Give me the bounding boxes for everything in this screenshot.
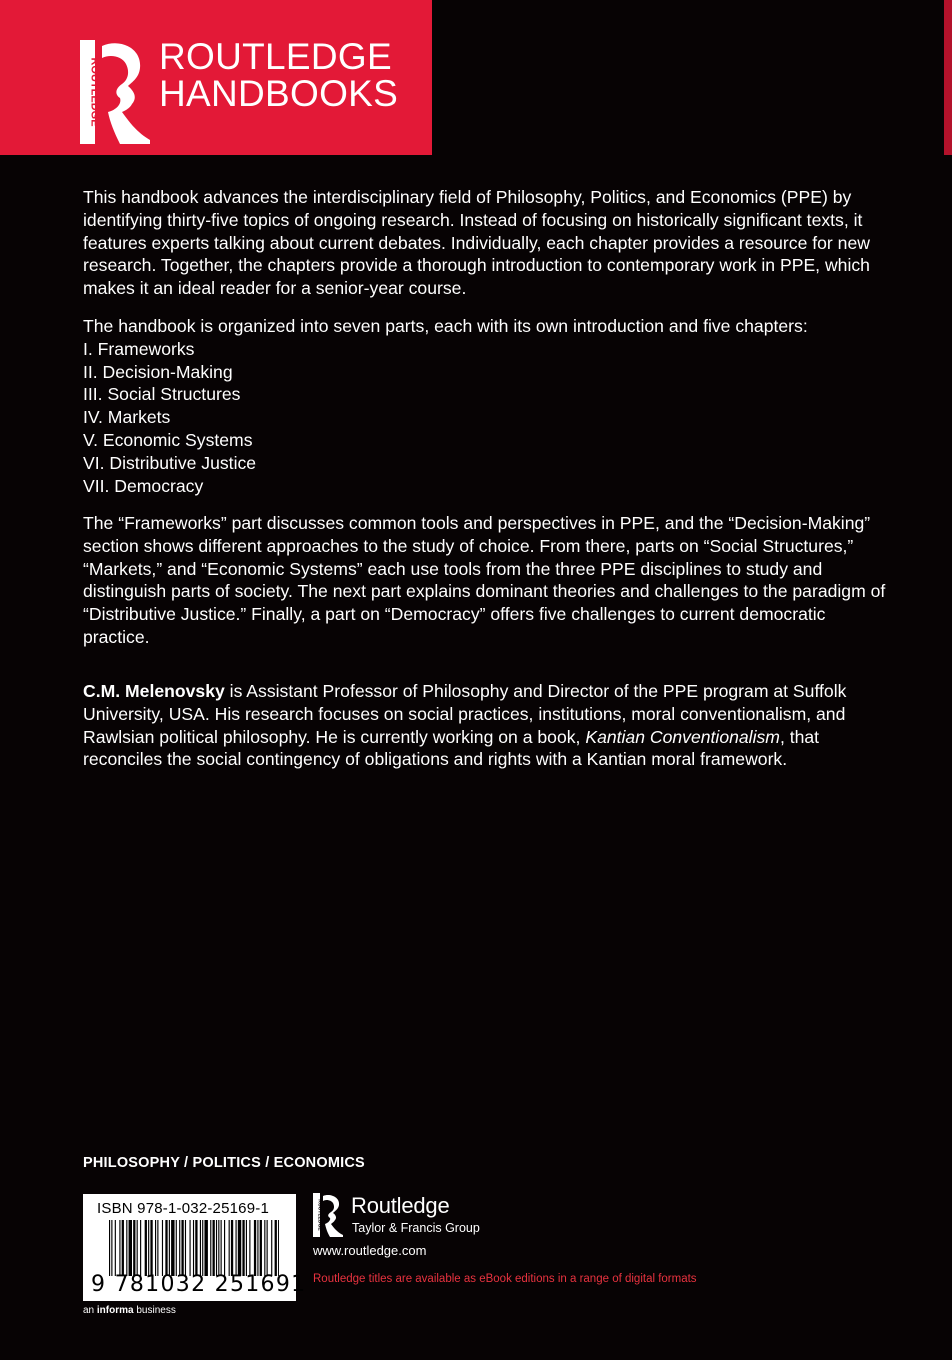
publisher-group: Taylor & Francis Group: [352, 1221, 480, 1235]
series-title: [159, 38, 398, 112]
logo-wordmark: ROUTLEDGE: [88, 57, 101, 127]
barcode-bar: [246, 1220, 247, 1276]
barcode-bar: [254, 1220, 256, 1276]
part-item: VI. Distributive Justice: [83, 452, 257, 473]
routledge-publisher-logo-icon: [313, 1193, 343, 1237]
subject-category: PHILOSOPHY / POLITICS / ECONOMICS: [83, 1155, 365, 1171]
informa-brand: informa: [96, 1305, 134, 1316]
part-item: II. Decision-Making: [83, 361, 233, 382]
part-item: III. Social Structures: [83, 384, 241, 405]
parts-intro: The handbook is organized into seven parts, each with its own introduction and five chapters:: [83, 316, 808, 336]
barcode-bar: [119, 1220, 120, 1276]
barcode-bar: [271, 1220, 272, 1276]
barcode-bar: [200, 1220, 201, 1276]
barcode-bar: [115, 1220, 116, 1276]
barcode-bar: [195, 1220, 197, 1276]
barcode-bar: [145, 1220, 147, 1276]
barcode-bar: [221, 1220, 222, 1276]
barcode-bar: [140, 1220, 141, 1276]
brand-banner: [0, 0, 432, 155]
barcode-bar: [162, 1220, 163, 1276]
barcode-bar: [242, 1220, 244, 1276]
part-item: V. Economic Systems: [83, 429, 253, 450]
publisher-name: Routledge: [351, 1193, 450, 1218]
barcode-bar: [249, 1220, 250, 1276]
part-item: VII. Democracy: [83, 475, 204, 496]
ebook-note: Routledge titles are available as eBook editions in a range of digital formats: [313, 1273, 697, 1285]
barcode-bar: [176, 1220, 177, 1276]
barcode-bar: [169, 1220, 170, 1276]
publisher-url[interactable]: www.routledge.com: [313, 1243, 427, 1258]
description-paragraph-1: This handbook advances the interdisciplinary field of Philosophy, Politics, and Economics (PPE) by identifying thirty-five topics of ongoing research. Instead of focusing on historically significant texts, it features experts talking about current debates. Individually, each chapter provides a resource for new research. Together, the chapters provide a thorough introduction to contemporary work in PPE, which makes it an ideal reader for a senior-year course.: [83, 187, 870, 299]
author-name: C.M. Melenovsky: [83, 681, 225, 701]
barcode-bar: [171, 1220, 174, 1276]
part-item: I. Frameworks: [83, 338, 195, 359]
barcode-bar: [236, 1220, 237, 1276]
parts-list: [83, 315, 888, 497]
barcode-bar: [122, 1220, 124, 1276]
part-item: IV. Markets: [83, 407, 171, 428]
author-book-title: Kantian Conventionalism: [585, 726, 780, 747]
author-bio-text-1: is Assistant Professor of Philosophy and Director of the PPE program at Suffolk University, USA. His research focuses on social practices, institutions, moral conventionalism, and Rawlsian political philosophy. He is currently working on a book,: [83, 681, 847, 747]
barcode-digits: 9 781032 251691: [91, 1272, 307, 1297]
barcode-bar: [126, 1220, 127, 1276]
barcode-bar: [264, 1220, 265, 1276]
barcode-bar: [267, 1220, 268, 1276]
barcode-bar: [133, 1220, 135, 1276]
barcode-bar: [150, 1220, 152, 1276]
barcode-bar: [165, 1220, 167, 1276]
barcode-bar: [137, 1220, 138, 1276]
informa-suffix: business: [133, 1305, 176, 1316]
series-title-line1: ROUTLEDGE: [159, 36, 392, 77]
edge-accent: [944, 0, 952, 155]
barcode-bar: [155, 1220, 156, 1276]
barcode-bar: [210, 1220, 211, 1276]
barcode-bar: [202, 1220, 203, 1276]
barcode-bar: [231, 1220, 233, 1276]
barcode-bar: [109, 1220, 110, 1276]
barcode-bar: [213, 1220, 215, 1276]
barcode-bar: [278, 1220, 279, 1276]
barcode-bar: [204, 1220, 207, 1276]
barcode-bar: [157, 1220, 158, 1276]
informa-prefix: an: [83, 1305, 97, 1316]
barcode-bar: [260, 1220, 262, 1276]
barcode-bar: [257, 1220, 258, 1276]
barcode-bar: [185, 1220, 186, 1276]
barcode-bar: [275, 1220, 277, 1276]
informa-credit: [83, 1305, 176, 1316]
barcode-bar: [216, 1220, 217, 1276]
author-bio-text-2: , that reconciles the social contingency of obligations and rights with a Kantian moral framework.: [83, 726, 820, 770]
routledge-logo-icon: [80, 40, 152, 144]
isbn-label: ISBN 978-1-032-25169-1: [97, 1200, 270, 1217]
barcode-bar: [111, 1220, 112, 1276]
publisher-logo-wordmark: ROUTLEDGE: [316, 1199, 323, 1231]
barcode-bar: [224, 1220, 225, 1276]
barcode-bar: [238, 1220, 241, 1276]
barcode-bar: [181, 1220, 183, 1276]
barcode-bar: [129, 1220, 132, 1276]
barcode-icon: [109, 1220, 279, 1276]
barcode-bar: [229, 1220, 230, 1276]
barcode-bar: [179, 1220, 180, 1276]
description-paragraph-3: The “Frameworks” part discusses common tools and perspectives in PPE, and the “Decision-Making” section shows different approaches to the study of choice. From there, parts on “Social Structures,” “Markets,” and “Economic Systems” each use tools from the three PPE disciplines to study and distinguish parts of society. The next part explains dominant theories and challenges to the paradigm of “Distributive Justice.” Finally, a part on “Democracy” offers five challenges to current democratic practice.: [83, 513, 886, 647]
barcode-panel: [83, 1194, 307, 1301]
barcode-bar: [193, 1220, 194, 1276]
barcode-bar: [148, 1220, 149, 1276]
barcode-bar: [190, 1220, 191, 1276]
series-title-line2: HANDBOOKS: [159, 73, 399, 114]
barcode-bar: [218, 1220, 219, 1276]
author-bio: [83, 680, 888, 771]
